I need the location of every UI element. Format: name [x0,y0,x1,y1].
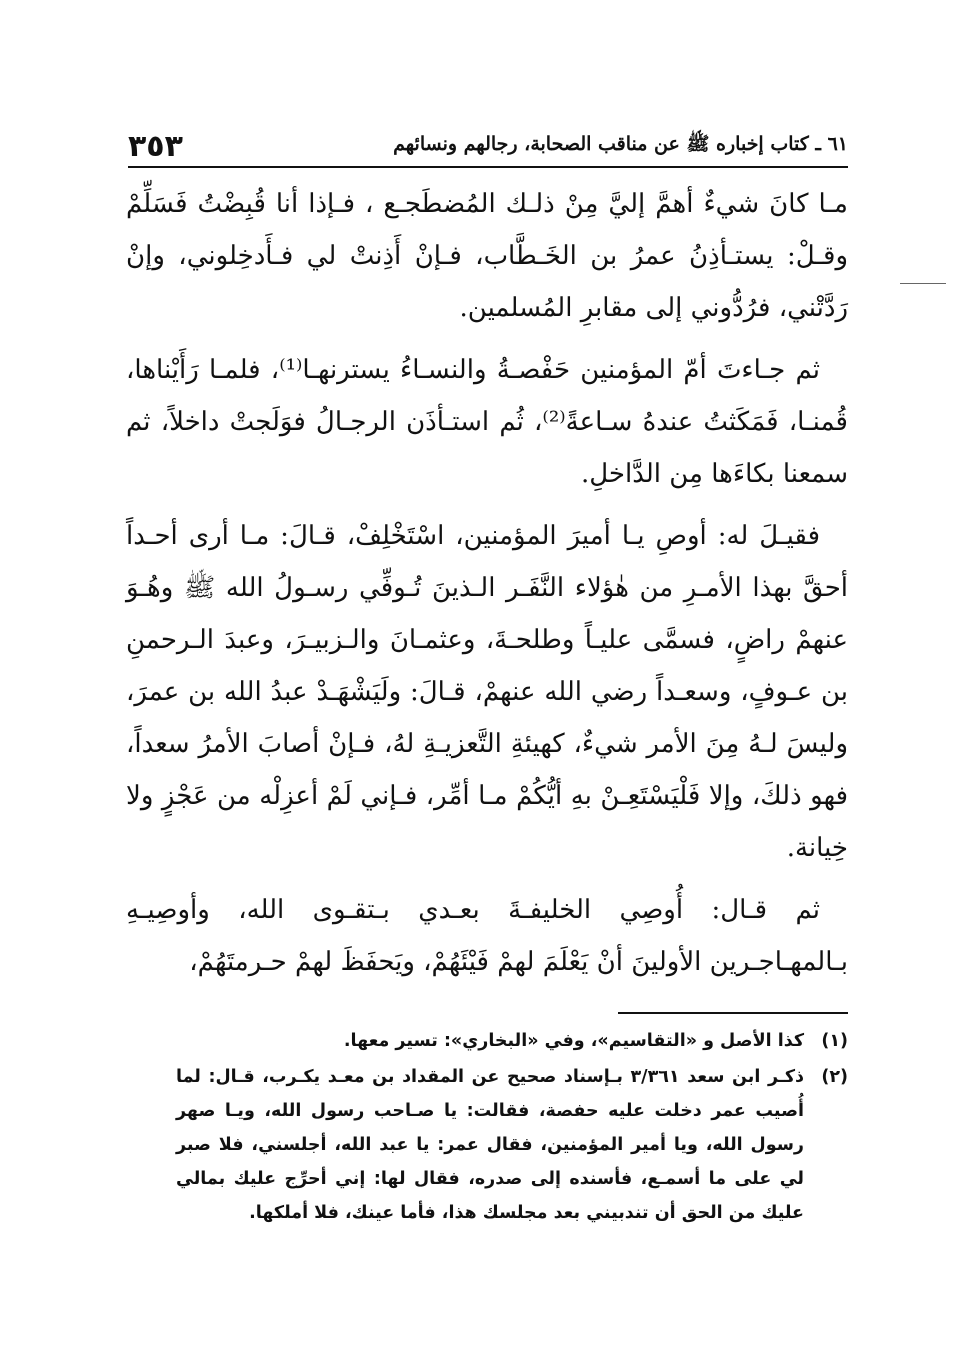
footnote-divider [618,1012,848,1014]
page-number: ٣٥٣ [128,128,183,164]
running-title: ٦١ ـ كتاب إخباره ﷺ عن مناقب الصحابة، رجالهم ونسائهم [393,133,848,155]
paragraph: فقيـلَ له: أوصِ يـا أميرَ المؤمنين، اسْتَخْلِفْ، قـالَ: مـا أرى أحـداً أحقَّ بهذا الأمـرِ من هٰؤلاء النَّفَـر الـذينَ تُـوفِّي رسـولُ الله ﷺ وهُـوَ عنهمْ راضٍ، فسمَّى عليـاً وطلحـةَ، وعثمـانَ والـزبيـرَ، وعبدَ الـرحمنِ بن عـوفٍ، وسعـداً رضي الله عنهمْ، قـالَ: ولَيَشْهَـدْ عبدُ الله بن عمرَ، وليسَ لـهُ مِنَ الأمر شيءٌ، كهيئةِ التَّعزيـةِ لهُ، فـإنْ أصابَ الأمرُ سعداً، فهو ذلكَ، وإلا فَلْيَسْتَعِـنْ بهِ أيُّكُمْ مـا أمِّر، فـإني لَمْ أعزِلْه من عَجْزٍ ولا خِيانة. [126,521,848,863]
footnote-number: (٢) [821,1067,848,1087]
paragraph: مـا كانَ شيءٌ أهمَّ إليَّ مِنْ ذلـك المُضطَجـع ، فـإذا أنا قُبِضْتُ فَسَلِّمْ وقـلْ: يستـأذِنُ عمرُ بن الخَـطَّاب، فـإنْ أَذِنتْ لي فـأَدخِلوني، وإنْ رَدَّتْني، فرُدُّوني إلى مقابرِ المُسلمين. [126,189,848,323]
footnote-number: (١) [821,1031,848,1051]
footnote-text: ذكـر ابن سعد ٣/٣٦١ بـإسناد صحيح عن المقداد بن معـد يكـرب، قـال: لما أُصيب عمر دخلت عليه حفصة، فقالت: يا صـاحب رسول الله، ويـا صهر رسول الله، ويا أمير المؤمنين، فقال عمر: يا عبد الله، أجلسني، فلا صبر لي على ما أسمـع، فأسنده إلى صدره، فقال لها: إني أحرِّج عليك بمالي عليك من الحق أن تندبيني بعد مجلسك هذا، فأما عينك، فلا أملكها. [176,1067,804,1223]
footnote-text: كذا الأصل و «التقاسيم»، وفي «البخاري»: تسير معها. [343,1031,804,1051]
footnotes [176,1024,848,1232]
main-text [126,178,848,998]
footnote [176,1024,848,1058]
paragraph: ثم قـال: أُوصِي الخليفـةَ بعـدي بـتقـوى الله، وأوصِيـهِ بـالمهـاجـرين الأولينَ أنْ يَعْلَمَ لهمْ فَيْئَهُمْ، ويَحفَظَ لهمْ حـرمتَهُمْ، [126,895,848,977]
paragraph: ثم جـاءتَ أمّ المؤمنين حَفْصـةُ والنسـاءُ يسترنهـا⁽¹⁾، فلمـا رَأَيْناها، قُمنـا، فَمَكَثتُ عندهُ سـاعةً⁽²⁾، ثُم استـأذَن الرجـالُ فوَلَجتْ داخلاً، ثم سمعنا بكاءَها مِن الدَّاخلِ. [126,355,848,489]
margin-mark [900,283,946,284]
page-header [128,126,848,168]
footnote [176,1060,848,1230]
